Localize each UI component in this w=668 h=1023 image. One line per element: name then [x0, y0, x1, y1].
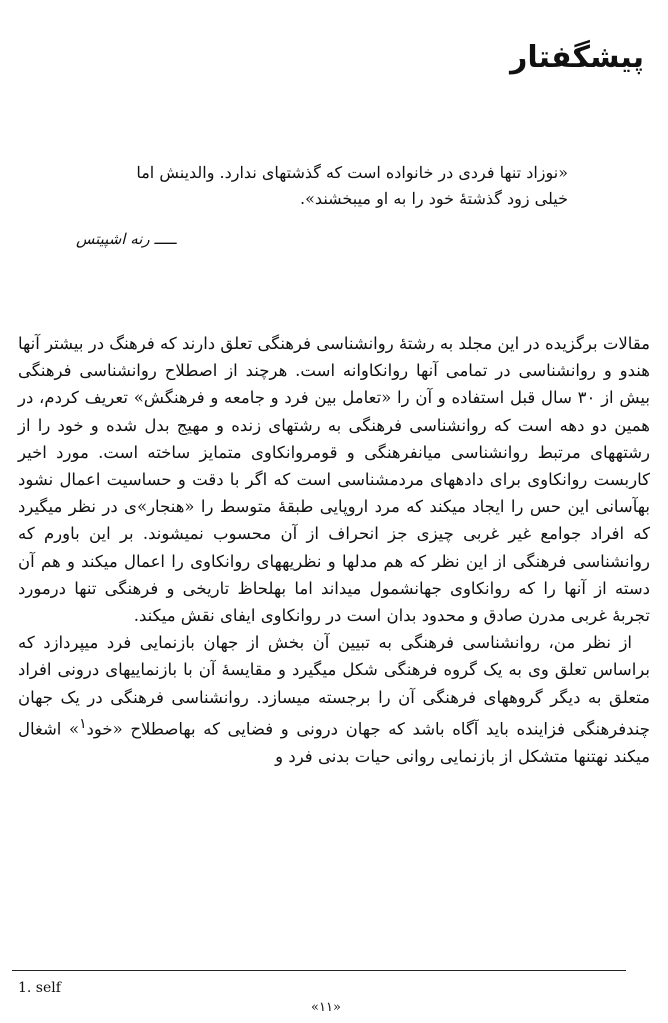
epigraph-line-1: «نوزاد تنها فردی در خانواده است که گذشتهای ندارد. والدینش اما: [136, 163, 568, 182]
paragraph-2-part-1: از نظر من، روانشناسی فرهنگی به تبیین آن بخش از جهان بازنمایی فرد میپردازد که براساس تعلق وی به یک گروه فرهنگی شکل میگیرد و مقایسهٔ آن با بازنماییهای درونی افراد متعلق به دیگر گروههای فرهنگی آن را برجسته میسازد. روانشناسی فرهنگی در یک جهان چندفرهنگی فزاینده باید آگاه باشد که جهان درونی و فضایی که بهاصطلاح «خود: [18, 633, 650, 739]
body-text: [18, 330, 650, 770]
page-number: «۱۱»: [311, 1000, 341, 1015]
footnote-divider: [12, 970, 626, 971]
footnote: 1. self: [18, 980, 61, 996]
paragraph-2: [18, 629, 650, 770]
paragraph-1: مقالات برگزیده در این مجلد به رشتهٔ روانشناسی فرهنگی تعلق دارند که فرهنگ در بیشتر آنها هندو و روانشناسی در تمامی آنها روانکاوانه است. هرچند از اصطلاح روانشناسی فرهنگی بیش از ۳۰ سال قبل استفاده و آن را «تعامل بین فرد و جامعه و فرهنگش» تعریف کردم، در همین دو دهه است که روانشناسی فرهنگی به رشتهای زنده و مهیج بدل شده و خود را از رشتههای مرتبط روانشناسی میانفرهنگی و قومروانکاوی متمایز ساخته است. مورد اخیر کاربست روانکاوی برای دادههای مردمشناسی است که اگر با دقت و حساسیت اعمال نشود بهآسانی این حس را ایجاد میکند که مرد اروپایی طبقهٔ متوسط را «هنجار»ی در نظر میگیرد که افراد جوامع غیر غربی چیزی جز انحراف از آن محسوب نمیشوند. بر این باورم که روانشناسی فرهنگی از این نظر که هم مدلها و نظریههای روانکاوی را اعمال میکند و هم آن دسته از آنها را که روانکاوی جهانشمول میداند اما بهلحاظ تاریخی و فرهنگی تنها درمورد تجربهٔ غربی مدرن صادق و محدود بدان است در روانکاوی ایفای نقش میکند.: [18, 334, 650, 626]
epigraph-line-2: خیلی زود گذشتهٔ خود را به او میبخشند».: [300, 189, 568, 208]
paragraph-2-part-2: » اشغال میکند نهتنها متشکل از بازنمایی روانی حیات بدنی فرد و: [18, 719, 650, 766]
footnote-marker: ۱: [79, 715, 87, 732]
epigraph: [88, 160, 568, 212]
epigraph-attribution: ـــــ رنه اشپیتس: [76, 230, 177, 248]
page-title: پیشگفتار: [510, 40, 644, 75]
